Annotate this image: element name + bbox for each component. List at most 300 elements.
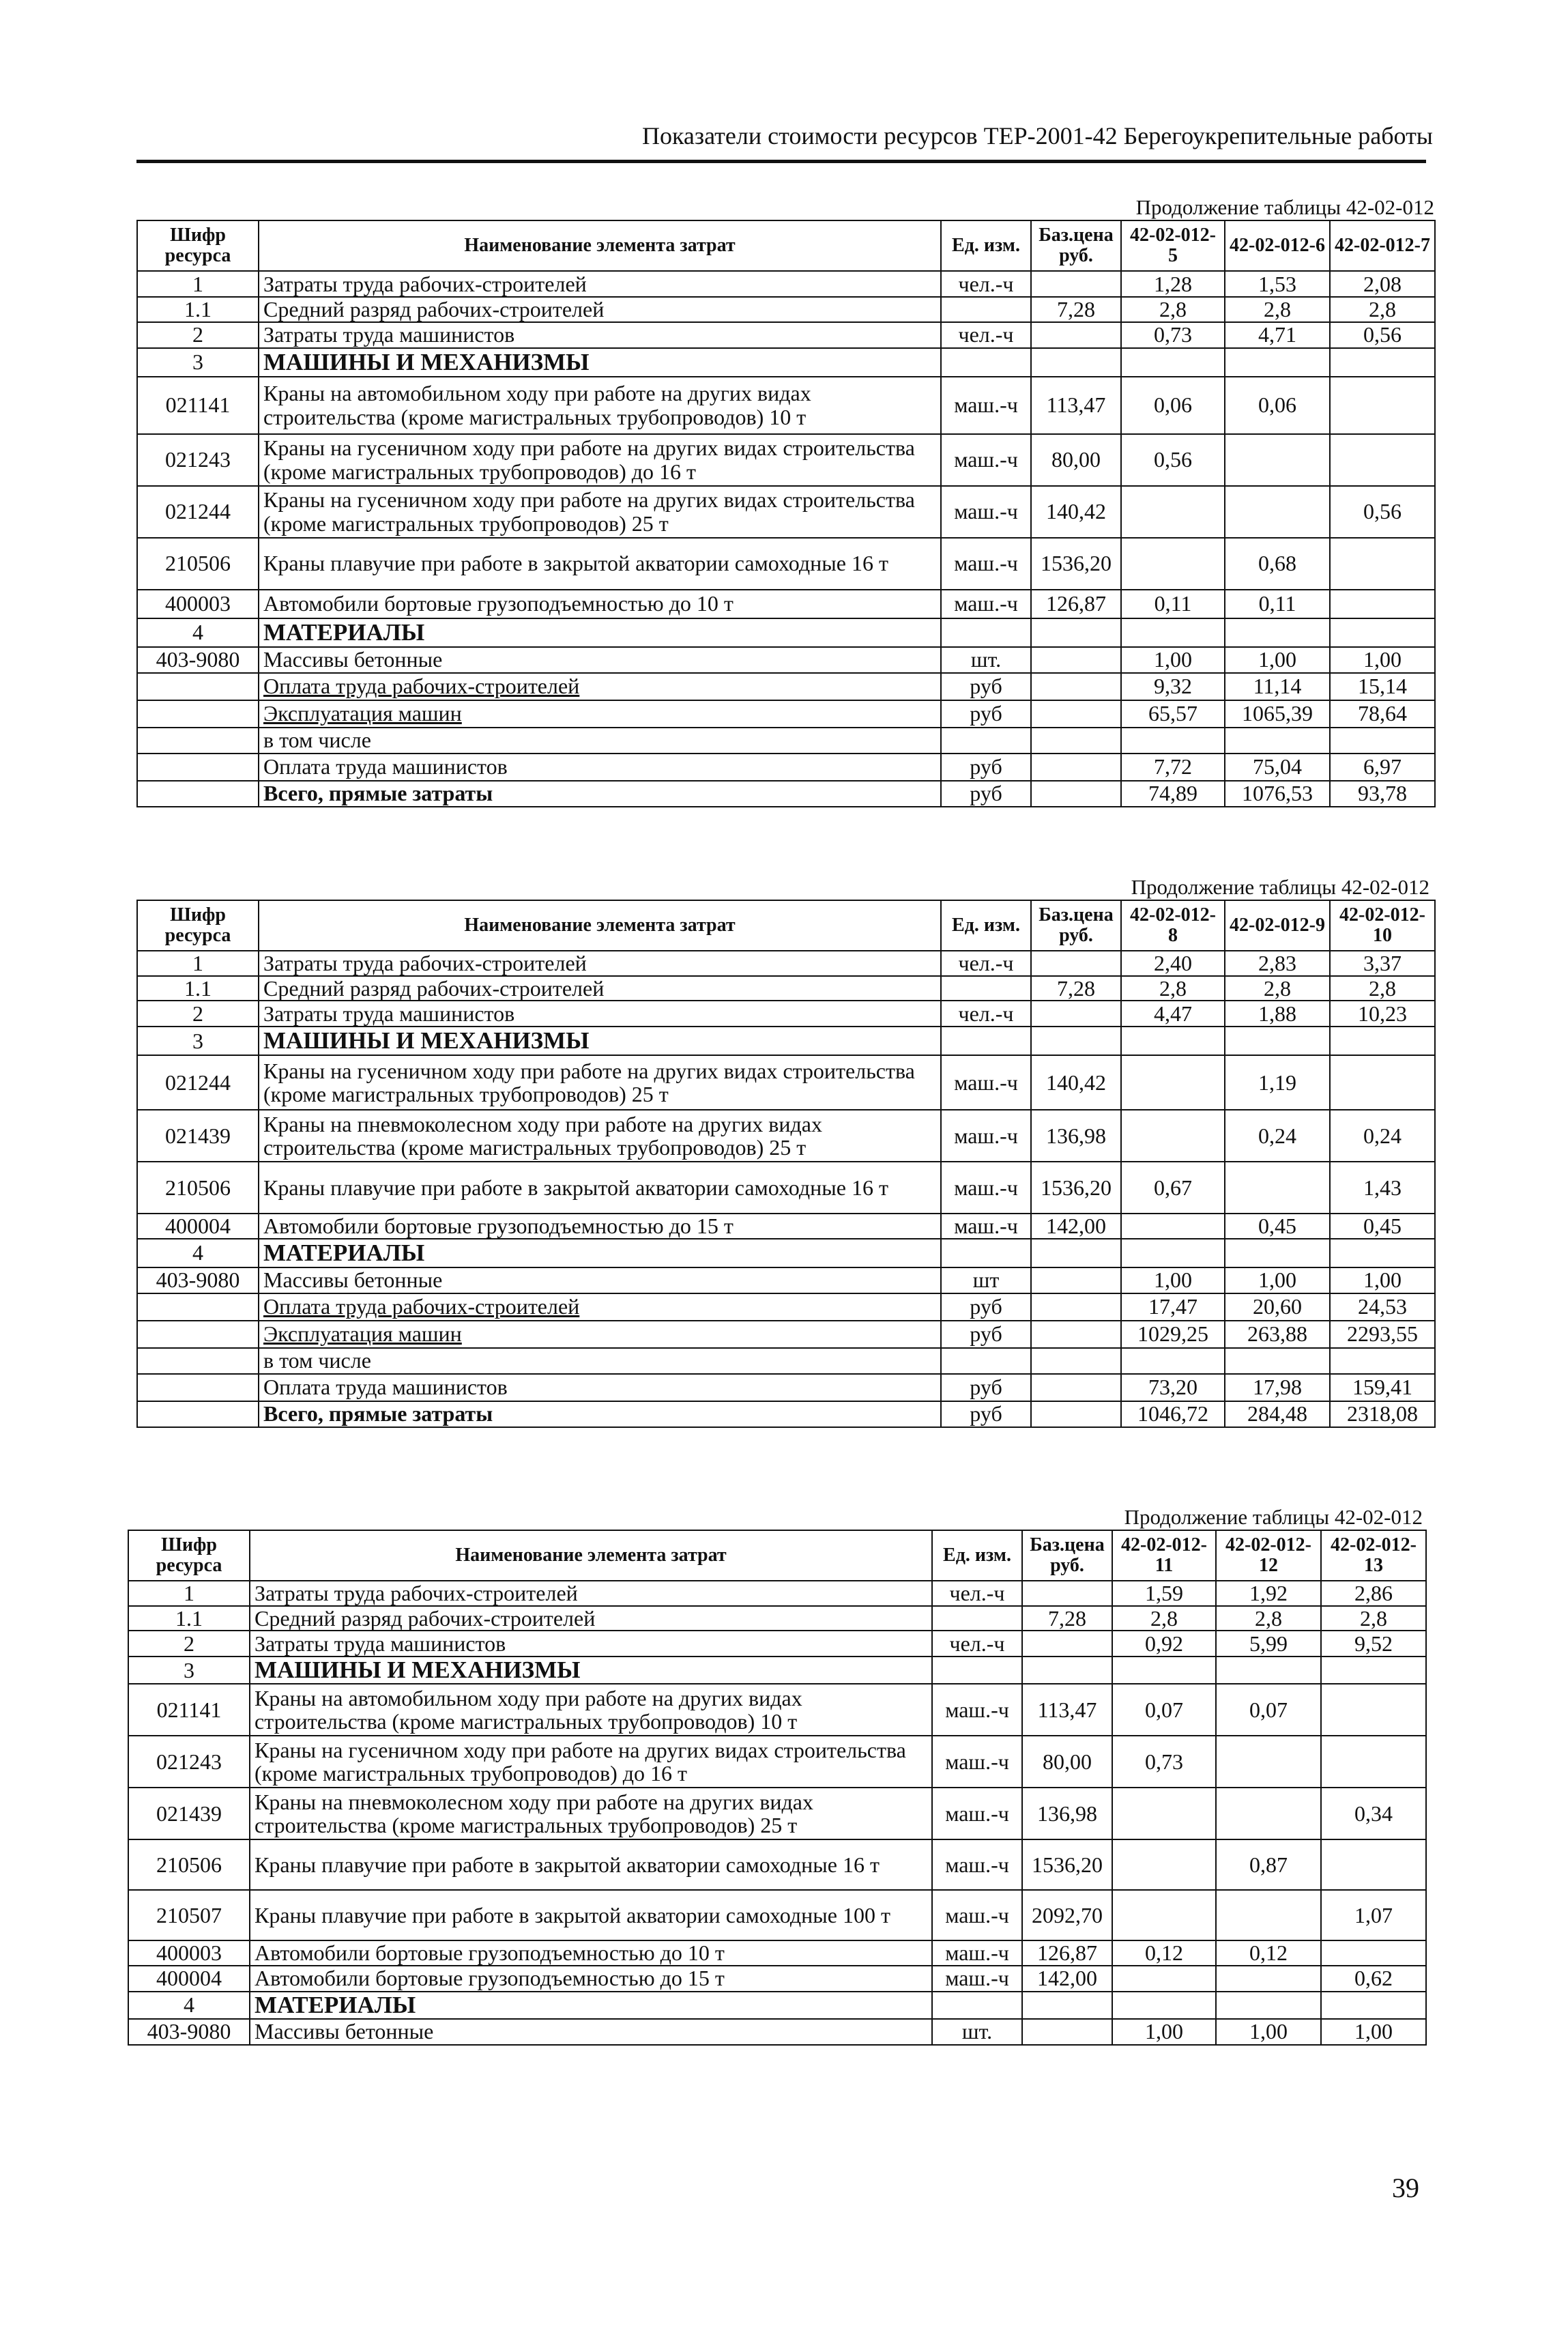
row-value-cell: 1,59 <box>1112 1581 1216 1606</box>
row-code-cell <box>137 673 259 700</box>
table-row <box>128 1657 1426 1684</box>
row-value-cell <box>1330 1055 1435 1110</box>
row-value-cell <box>1216 1966 1321 1992</box>
row-code-cell: 4 <box>137 1239 259 1267</box>
row-code-cell: 021244 <box>137 1055 259 1110</box>
row-code-cell: 1 <box>137 271 259 297</box>
table-row <box>137 1348 1435 1374</box>
table-row <box>128 2019 1426 2045</box>
row-value-cell <box>1022 1581 1112 1606</box>
table-row <box>137 754 1435 781</box>
table-row <box>137 348 1435 377</box>
row-value-cell: чел.-ч <box>941 322 1031 348</box>
row-value-cell <box>1321 1657 1426 1684</box>
row-value-cell <box>1121 486 1225 538</box>
row-value-cell: 1065,39 <box>1225 700 1330 728</box>
row-name-cell: Краны на гусеничном ходу при работе на других видах строительства (кроме магистральных трубопроводов) до 16 т <box>250 1736 932 1788</box>
table-row <box>128 1940 1426 1966</box>
row-value-cell: 74,89 <box>1121 781 1225 807</box>
row-value-cell: 0,56 <box>1330 486 1435 538</box>
table-row <box>137 1374 1435 1401</box>
row-name-cell: Краны на гусеничном ходу при работе на других видах строительства (кроме магистральных трубопроводов) до 16 т <box>259 434 941 486</box>
row-value-cell <box>1031 1293 1121 1321</box>
row-value-cell <box>1031 700 1121 728</box>
row-value-cell: 7,28 <box>1022 1606 1112 1631</box>
row-name-cell: Краны плавучие при работе в закрытой акватории самоходные 16 т <box>259 538 941 590</box>
table-header-row <box>128 1530 1426 1581</box>
row-value-cell: маш.-ч <box>941 1055 1031 1110</box>
row-value-cell <box>941 976 1031 1001</box>
row-value-cell: 136,98 <box>1022 1788 1112 1839</box>
row-value-cell: чел.-ч <box>941 271 1031 297</box>
row-name-cell: Оплата труда машинистов <box>259 1374 941 1401</box>
row-name-cell: Краны плавучие при работе в закрытой акватории самоходные 16 т <box>250 1839 932 1890</box>
row-code-cell: 021243 <box>137 434 259 486</box>
row-value-cell <box>1031 1267 1121 1293</box>
row-value-cell: 0,24 <box>1225 1110 1330 1162</box>
row-value-cell: 2,08 <box>1330 271 1435 297</box>
row-code-cell <box>137 1348 259 1374</box>
row-value-cell: 0,87 <box>1216 1839 1321 1890</box>
row-name-cell: Краны на автомобильном ходу при работе на других видах строительства (кроме магистральных трубопроводов) 10 т <box>250 1684 932 1736</box>
table-row <box>128 1890 1426 1940</box>
row-value-cell <box>1031 618 1121 647</box>
row-value-cell: 4,47 <box>1121 1001 1225 1027</box>
row-value-cell <box>1330 377 1435 434</box>
row-code-cell <box>137 1321 259 1348</box>
column-header: Баз.цена руб. <box>1022 1530 1112 1581</box>
column-header: 42-02-012-6 <box>1225 220 1330 271</box>
row-value-cell <box>941 1239 1031 1267</box>
row-value-cell: 93,78 <box>1330 781 1435 807</box>
table-row <box>137 1293 1435 1321</box>
row-value-cell: 2,86 <box>1321 1581 1426 1606</box>
row-value-cell: 0,34 <box>1321 1788 1426 1839</box>
row-value-cell <box>1031 1001 1121 1027</box>
table-row <box>137 976 1435 1001</box>
row-value-cell <box>1022 1631 1112 1657</box>
row-value-cell: 75,04 <box>1225 754 1330 781</box>
row-code-cell <box>137 700 259 728</box>
row-name-cell: Массивы бетонные <box>250 2019 932 2045</box>
row-value-cell: 1029,25 <box>1121 1321 1225 1348</box>
row-value-cell: 20,60 <box>1225 1293 1330 1321</box>
row-name-cell: МАШИНЫ И МЕХАНИЗМЫ <box>250 1657 932 1684</box>
row-value-cell <box>1330 348 1435 377</box>
row-code-cell: 2 <box>137 322 259 348</box>
row-name-cell: Краны на автомобильном ходу при работе на других видах строительства (кроме магистральных трубопроводов) 10 т <box>259 377 941 434</box>
row-value-cell: 6,97 <box>1330 754 1435 781</box>
row-value-cell: 1,07 <box>1321 1890 1426 1940</box>
row-code-cell: 021243 <box>128 1736 250 1788</box>
row-name-cell: Оплата труда машинистов <box>259 754 941 781</box>
row-value-cell: 1,00 <box>1330 1267 1435 1293</box>
row-value-cell: 1,28 <box>1121 271 1225 297</box>
row-value-cell <box>1321 1736 1426 1788</box>
table-row <box>128 1788 1426 1839</box>
row-value-cell: 24,53 <box>1330 1293 1435 1321</box>
row-name-cell: Массивы бетонные <box>259 647 941 673</box>
row-name-cell: Краны плавучие при работе в закрытой акватории самоходные 100 т <box>250 1890 932 1940</box>
row-value-cell <box>1031 1027 1121 1055</box>
row-value-cell <box>1121 538 1225 590</box>
row-name-cell: Затраты труда рабочих-строителей <box>250 1581 932 1606</box>
row-value-cell: 113,47 <box>1031 377 1121 434</box>
row-value-cell: руб <box>941 673 1031 700</box>
column-header: Ед. изм. <box>932 1530 1022 1581</box>
row-name-cell: Оплата труда рабочих-строителей <box>259 1293 941 1321</box>
row-value-cell <box>1216 1657 1321 1684</box>
row-name-cell: Оплата труда рабочих-строителей <box>259 673 941 700</box>
table-header-row <box>137 220 1435 271</box>
column-header: 42-02-012-12 <box>1216 1530 1321 1581</box>
row-name-cell: Автомобили бортовые грузоподъемностью до 15 т <box>250 1966 932 1992</box>
row-value-cell: 65,57 <box>1121 700 1225 728</box>
row-value-cell: чел.-ч <box>932 1581 1022 1606</box>
row-value-cell: руб <box>941 1374 1031 1401</box>
row-value-cell <box>1121 728 1225 754</box>
cost-table-2 <box>136 900 1436 1428</box>
row-code-cell: 3 <box>137 348 259 377</box>
column-header: Ед. изм. <box>941 900 1031 951</box>
row-value-cell: маш.-ч <box>932 1940 1022 1966</box>
row-value-cell: 15,14 <box>1330 673 1435 700</box>
row-value-cell: руб <box>941 781 1031 807</box>
row-value-cell: 0,11 <box>1121 590 1225 618</box>
row-code-cell: 1 <box>128 1581 250 1606</box>
row-value-cell: 0,12 <box>1216 1940 1321 1966</box>
table-row <box>137 647 1435 673</box>
row-value-cell: 2,8 <box>1112 1606 1216 1631</box>
row-value-cell: чел.-ч <box>941 1001 1031 1027</box>
row-code-cell: 400003 <box>128 1940 250 1966</box>
row-value-cell: шт <box>941 1267 1031 1293</box>
row-value-cell <box>1112 1992 1216 2019</box>
row-value-cell <box>1225 728 1330 754</box>
row-value-cell <box>1031 322 1121 348</box>
column-header: 42-02-012-9 <box>1225 900 1330 951</box>
table-row <box>128 1839 1426 1890</box>
row-value-cell <box>1216 1788 1321 1839</box>
row-value-cell <box>1330 728 1435 754</box>
row-name-cell: Затраты труда машинистов <box>250 1631 932 1657</box>
row-value-cell: руб <box>941 754 1031 781</box>
row-name-cell: МАШИНЫ И МЕХАНИЗМЫ <box>259 348 941 377</box>
table-row <box>128 1966 1426 1992</box>
row-value-cell: 1,00 <box>1216 2019 1321 2045</box>
row-value-cell: 0,45 <box>1330 1214 1435 1239</box>
row-code-cell <box>137 1374 259 1401</box>
table-1-continuation: Продолжение таблицы 42-02-012 <box>1135 195 1434 219</box>
row-code-cell: 403-9080 <box>137 1267 259 1293</box>
row-value-cell: 4,71 <box>1225 322 1330 348</box>
row-value-cell: 126,87 <box>1022 1940 1112 1966</box>
row-value-cell: маш.-ч <box>941 590 1031 618</box>
row-value-cell: 0,56 <box>1330 322 1435 348</box>
row-value-cell: 9,52 <box>1321 1631 1426 1657</box>
row-value-cell: 2,8 <box>1225 297 1330 322</box>
row-value-cell: 80,00 <box>1022 1736 1112 1788</box>
row-value-cell: чел.-ч <box>932 1631 1022 1657</box>
row-name-cell: Затраты труда машинистов <box>259 322 941 348</box>
row-name-cell: Затраты труда машинистов <box>259 1001 941 1027</box>
row-value-cell <box>1031 1321 1121 1348</box>
row-value-cell <box>1112 1657 1216 1684</box>
row-value-cell: 7,28 <box>1031 976 1121 1001</box>
table-row <box>137 1401 1435 1427</box>
row-value-cell <box>1031 781 1121 807</box>
table-row <box>137 1239 1435 1267</box>
row-value-cell <box>1031 1374 1121 1401</box>
column-header: 42-02-012-10 <box>1330 900 1435 951</box>
row-code-cell: 400003 <box>137 590 259 618</box>
row-value-cell <box>1031 271 1121 297</box>
table-row <box>137 951 1435 976</box>
row-value-cell: 1,00 <box>1121 647 1225 673</box>
row-value-cell: 2293,55 <box>1330 1321 1435 1348</box>
row-code-cell: 2 <box>137 1001 259 1027</box>
row-value-cell <box>1121 1348 1225 1374</box>
row-value-cell <box>1225 1027 1330 1055</box>
table-row <box>137 297 1435 322</box>
row-value-cell: 2318,08 <box>1330 1401 1435 1427</box>
row-value-cell <box>1225 348 1330 377</box>
row-value-cell <box>1022 1657 1112 1684</box>
table-row <box>137 434 1435 486</box>
row-value-cell <box>941 728 1031 754</box>
column-header: Шифр ресурса <box>137 900 259 951</box>
row-code-cell <box>137 1293 259 1321</box>
row-value-cell: 0,11 <box>1225 590 1330 618</box>
column-header: Наименование элемента затрат <box>259 220 941 271</box>
row-code-cell: 403-9080 <box>128 2019 250 2045</box>
row-value-cell <box>1031 673 1121 700</box>
row-value-cell <box>1321 1940 1426 1966</box>
row-value-cell: 2,8 <box>1216 1606 1321 1631</box>
row-value-cell: 2,8 <box>1121 976 1225 1001</box>
row-value-cell: 140,42 <box>1031 1055 1121 1110</box>
table-row <box>137 377 1435 434</box>
row-code-cell: 3 <box>128 1657 250 1684</box>
row-value-cell: руб <box>941 1401 1031 1427</box>
column-header: 42-02-012-11 <box>1112 1530 1216 1581</box>
row-value-cell: 1,53 <box>1225 271 1330 297</box>
row-name-cell: Краны на гусеничном ходу при работе на других видах строительства (кроме магистральных трубопроводов) 25 т <box>259 486 941 538</box>
row-name-cell: Всего, прямые затраты <box>259 1401 941 1427</box>
row-value-cell: 1536,20 <box>1031 538 1121 590</box>
row-code-cell <box>137 728 259 754</box>
row-code-cell: 1.1 <box>137 976 259 1001</box>
row-name-cell: Средний разряд рабочих-строителей <box>259 297 941 322</box>
table-row <box>137 1027 1435 1055</box>
column-header: Наименование элемента затрат <box>250 1530 932 1581</box>
row-value-cell: 284,48 <box>1225 1401 1330 1427</box>
row-value-cell: 7,28 <box>1031 297 1121 322</box>
row-code-cell: 021141 <box>128 1684 250 1736</box>
column-header: Баз.цена руб. <box>1031 220 1121 271</box>
table-row <box>137 1214 1435 1239</box>
row-value-cell: 1,43 <box>1330 1162 1435 1214</box>
row-value-cell <box>1330 538 1435 590</box>
row-value-cell: 1,00 <box>1225 1267 1330 1293</box>
column-header: Баз.цена руб. <box>1031 900 1121 951</box>
row-value-cell: 1076,53 <box>1225 781 1330 807</box>
row-value-cell: 3,37 <box>1330 951 1435 976</box>
row-code-cell: 1 <box>137 951 259 976</box>
row-code-cell: 210506 <box>137 538 259 590</box>
row-name-cell: Автомобили бортовые грузоподъемностью до 10 т <box>250 1940 932 1966</box>
row-code-cell: 210506 <box>137 1162 259 1214</box>
row-value-cell <box>1121 1110 1225 1162</box>
row-value-cell: маш.-ч <box>941 434 1031 486</box>
row-code-cell: 3 <box>137 1027 259 1055</box>
row-value-cell <box>1121 1027 1225 1055</box>
row-value-cell <box>1022 1992 1112 2019</box>
row-value-cell: 2,8 <box>1330 976 1435 1001</box>
row-name-cell: Автомобили бортовые грузоподъемностью до 15 т <box>259 1214 941 1239</box>
row-value-cell: 0,73 <box>1112 1736 1216 1788</box>
row-code-cell: 210507 <box>128 1890 250 1940</box>
row-value-cell: маш.-ч <box>932 1736 1022 1788</box>
row-value-cell <box>1225 434 1330 486</box>
row-name-cell: Затраты труда рабочих-строителей <box>259 951 941 976</box>
row-value-cell: 0,06 <box>1121 377 1225 434</box>
table-row <box>137 271 1435 297</box>
row-code-cell: 2 <box>128 1631 250 1657</box>
row-value-cell <box>1216 1890 1321 1940</box>
row-value-cell <box>1121 1239 1225 1267</box>
row-code-cell <box>137 754 259 781</box>
row-value-cell <box>1216 1992 1321 2019</box>
table-row <box>137 538 1435 590</box>
row-value-cell: 0,06 <box>1225 377 1330 434</box>
row-value-cell: маш.-ч <box>932 1788 1022 1839</box>
row-code-cell: 021439 <box>128 1788 250 1839</box>
row-value-cell <box>1112 1788 1216 1839</box>
row-value-cell: маш.-ч <box>932 1966 1022 1992</box>
row-value-cell: 7,72 <box>1121 754 1225 781</box>
page-number: 39 <box>1392 2173 1419 2203</box>
row-name-cell: Затраты труда рабочих-строителей <box>259 271 941 297</box>
row-value-cell: 0,07 <box>1112 1684 1216 1736</box>
row-code-cell: 4 <box>137 618 259 647</box>
row-value-cell <box>941 348 1031 377</box>
column-header: 42-02-012-13 <box>1321 1530 1426 1581</box>
row-name-cell: МАШИНЫ И МЕХАНИЗМЫ <box>259 1027 941 1055</box>
row-value-cell <box>941 1027 1031 1055</box>
table-row <box>137 590 1435 618</box>
row-value-cell <box>1321 1839 1426 1890</box>
row-value-cell: 2,40 <box>1121 951 1225 976</box>
row-value-cell <box>1031 348 1121 377</box>
table-row <box>137 673 1435 700</box>
row-code-cell: 1.1 <box>128 1606 250 1631</box>
row-value-cell <box>1112 1966 1216 1992</box>
row-value-cell <box>1121 618 1225 647</box>
column-header: Ед. изм. <box>941 220 1031 271</box>
row-name-cell: Средний разряд рабочих-строителей <box>250 1606 932 1631</box>
table-row <box>137 322 1435 348</box>
row-value-cell: 73,20 <box>1121 1374 1225 1401</box>
row-value-cell: маш.-ч <box>941 377 1031 434</box>
row-value-cell: 17,47 <box>1121 1293 1225 1321</box>
row-name-cell: Массивы бетонные <box>259 1267 941 1293</box>
row-value-cell: 0,07 <box>1216 1684 1321 1736</box>
row-value-cell <box>932 1606 1022 1631</box>
row-value-cell: шт. <box>941 647 1031 673</box>
row-value-cell: 1,00 <box>1121 1267 1225 1293</box>
row-value-cell <box>1031 1401 1121 1427</box>
row-value-cell <box>941 618 1031 647</box>
row-name-cell: Средний разряд рабочих-строителей <box>259 976 941 1001</box>
row-code-cell: 210506 <box>128 1839 250 1890</box>
table-2-continuation: Продолжение таблицы 42-02-012 <box>1131 875 1429 899</box>
row-value-cell: 1,00 <box>1225 647 1330 673</box>
row-value-cell: 2,8 <box>1121 297 1225 322</box>
row-value-cell: 2,83 <box>1225 951 1330 976</box>
row-value-cell <box>1330 1348 1435 1374</box>
row-name-cell: МАТЕРИАЛЫ <box>250 1992 932 2019</box>
row-value-cell: маш.-ч <box>932 1684 1022 1736</box>
row-value-cell: 0,67 <box>1121 1162 1225 1214</box>
table-row <box>128 1684 1426 1736</box>
table-header-row <box>137 900 1435 951</box>
row-value-cell <box>1121 1214 1225 1239</box>
column-header: Наименование элемента затрат <box>259 900 941 951</box>
row-value-cell: 113,47 <box>1022 1684 1112 1736</box>
row-value-cell: маш.-ч <box>941 1214 1031 1239</box>
row-value-cell: 140,42 <box>1031 486 1121 538</box>
row-value-cell: чел.-ч <box>941 951 1031 976</box>
row-value-cell <box>932 1657 1022 1684</box>
row-value-cell <box>1225 1348 1330 1374</box>
row-value-cell <box>1121 348 1225 377</box>
table-row <box>137 618 1435 647</box>
row-name-cell: в том числе <box>259 1348 941 1374</box>
table-row <box>137 1321 1435 1348</box>
row-value-cell <box>1225 1239 1330 1267</box>
row-code-cell <box>137 781 259 807</box>
row-code-cell: 4 <box>128 1992 250 2019</box>
row-value-cell: 0,56 <box>1121 434 1225 486</box>
row-value-cell <box>1330 618 1435 647</box>
table-row <box>137 728 1435 754</box>
row-value-cell: 78,64 <box>1330 700 1435 728</box>
row-value-cell: 1536,20 <box>1022 1839 1112 1890</box>
row-value-cell <box>1216 1736 1321 1788</box>
row-value-cell <box>1225 486 1330 538</box>
row-value-cell: 136,98 <box>1031 1110 1121 1162</box>
row-code-cell: 403-9080 <box>137 647 259 673</box>
row-value-cell: 142,00 <box>1022 1966 1112 1992</box>
row-value-cell: 1,00 <box>1112 2019 1216 2045</box>
row-value-cell: руб <box>941 1293 1031 1321</box>
row-name-cell: Автомобили бортовые грузоподъемностью до 10 т <box>259 590 941 618</box>
row-value-cell: 0,12 <box>1112 1940 1216 1966</box>
column-header: Шифр ресурса <box>137 220 259 271</box>
row-value-cell <box>1031 728 1121 754</box>
row-value-cell <box>1330 1239 1435 1267</box>
row-code-cell: 1.1 <box>137 297 259 322</box>
row-name-cell: Эксплуатация машин <box>259 1321 941 1348</box>
row-value-cell <box>932 1992 1022 2019</box>
row-value-cell <box>1330 590 1435 618</box>
header-rule <box>136 160 1426 163</box>
row-value-cell <box>1112 1890 1216 1940</box>
table-row <box>128 1631 1426 1657</box>
table-row <box>137 486 1435 538</box>
column-header: Шифр ресурса <box>128 1530 250 1581</box>
